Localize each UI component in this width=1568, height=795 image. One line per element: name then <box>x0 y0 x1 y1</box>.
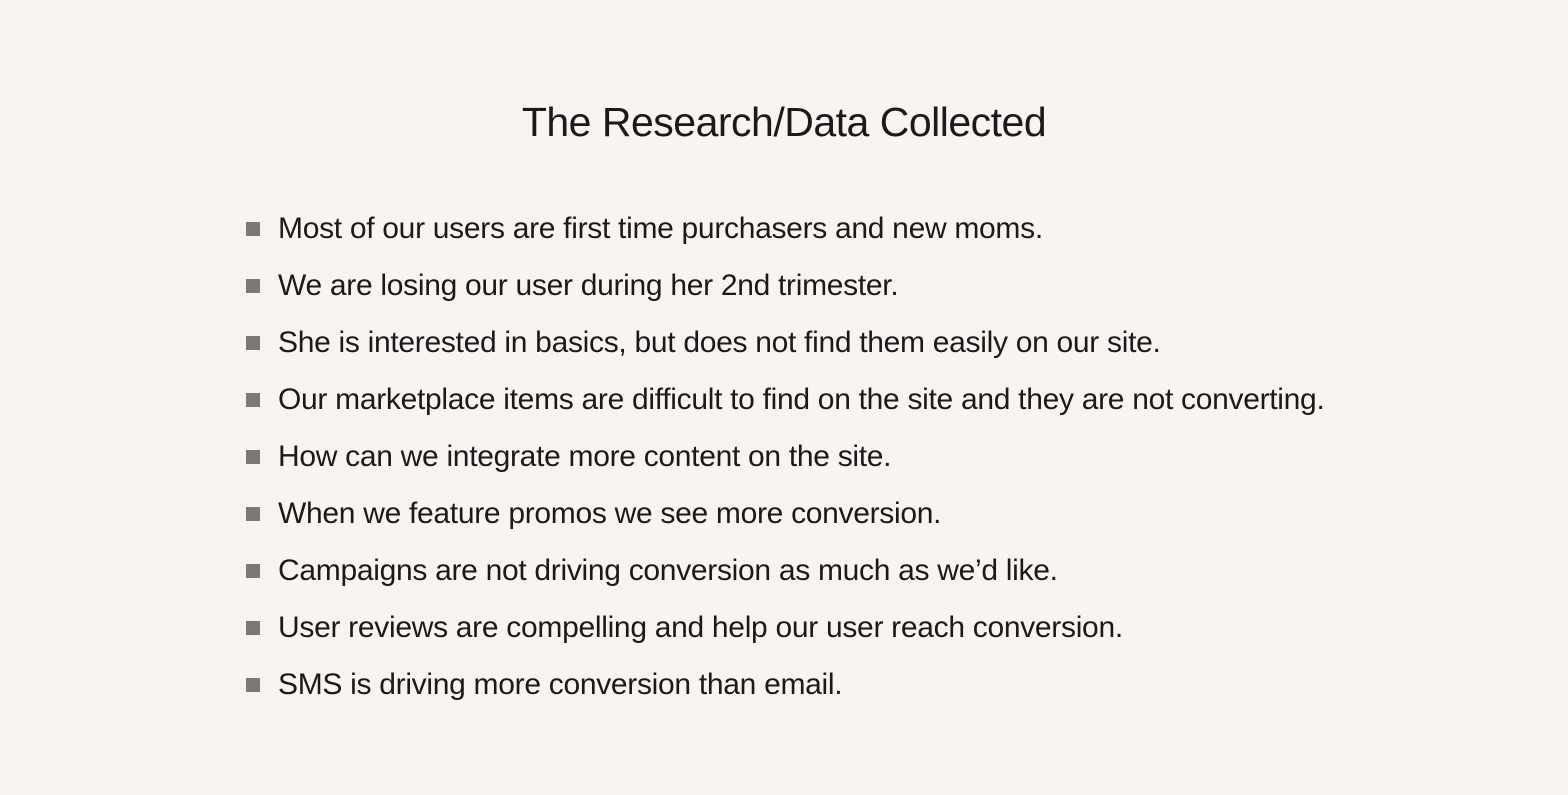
square-bullet-icon <box>246 678 260 692</box>
square-bullet-icon <box>246 507 260 521</box>
square-bullet-icon <box>246 621 260 635</box>
list-item <box>246 314 1324 371</box>
square-bullet-icon <box>246 564 260 578</box>
bullet-text: Campaigns are not driving conversion as much as we’d like. <box>278 553 1058 587</box>
bullet-text: When we feature promos we see more conversion. <box>278 496 942 530</box>
list-item <box>246 428 1324 485</box>
square-bullet-icon <box>246 450 260 464</box>
square-bullet-icon <box>246 279 260 293</box>
bullet-text: She is interested in basics, but does not find them easily on our site. <box>278 325 1161 359</box>
square-bullet-icon <box>246 336 260 350</box>
bullet-text: We are losing our user during her 2nd trimester. <box>278 268 899 302</box>
slide-title: The Research/Data Collected <box>521 99 1047 145</box>
list-item <box>246 257 1324 314</box>
list-item <box>246 371 1324 428</box>
square-bullet-icon <box>246 222 260 236</box>
square-bullet-icon <box>246 393 260 407</box>
list-item <box>246 200 1324 257</box>
list-item <box>246 485 1324 542</box>
bullet-text: Most of our users are first time purchasers and new moms. <box>278 211 1043 245</box>
bullet-text: User reviews are compelling and help our user reach conversion. <box>278 610 1123 644</box>
list-item <box>246 599 1324 656</box>
bullet-text: SMS is driving more conversion than email. <box>278 667 843 701</box>
list-item <box>246 656 1324 713</box>
bullet-text: Our marketplace items are difficult to find on the site and they are not converting. <box>278 382 1325 416</box>
bullet-text: How can we integrate more content on the site. <box>278 439 892 473</box>
bullet-list <box>246 200 1324 713</box>
list-item <box>246 542 1324 599</box>
